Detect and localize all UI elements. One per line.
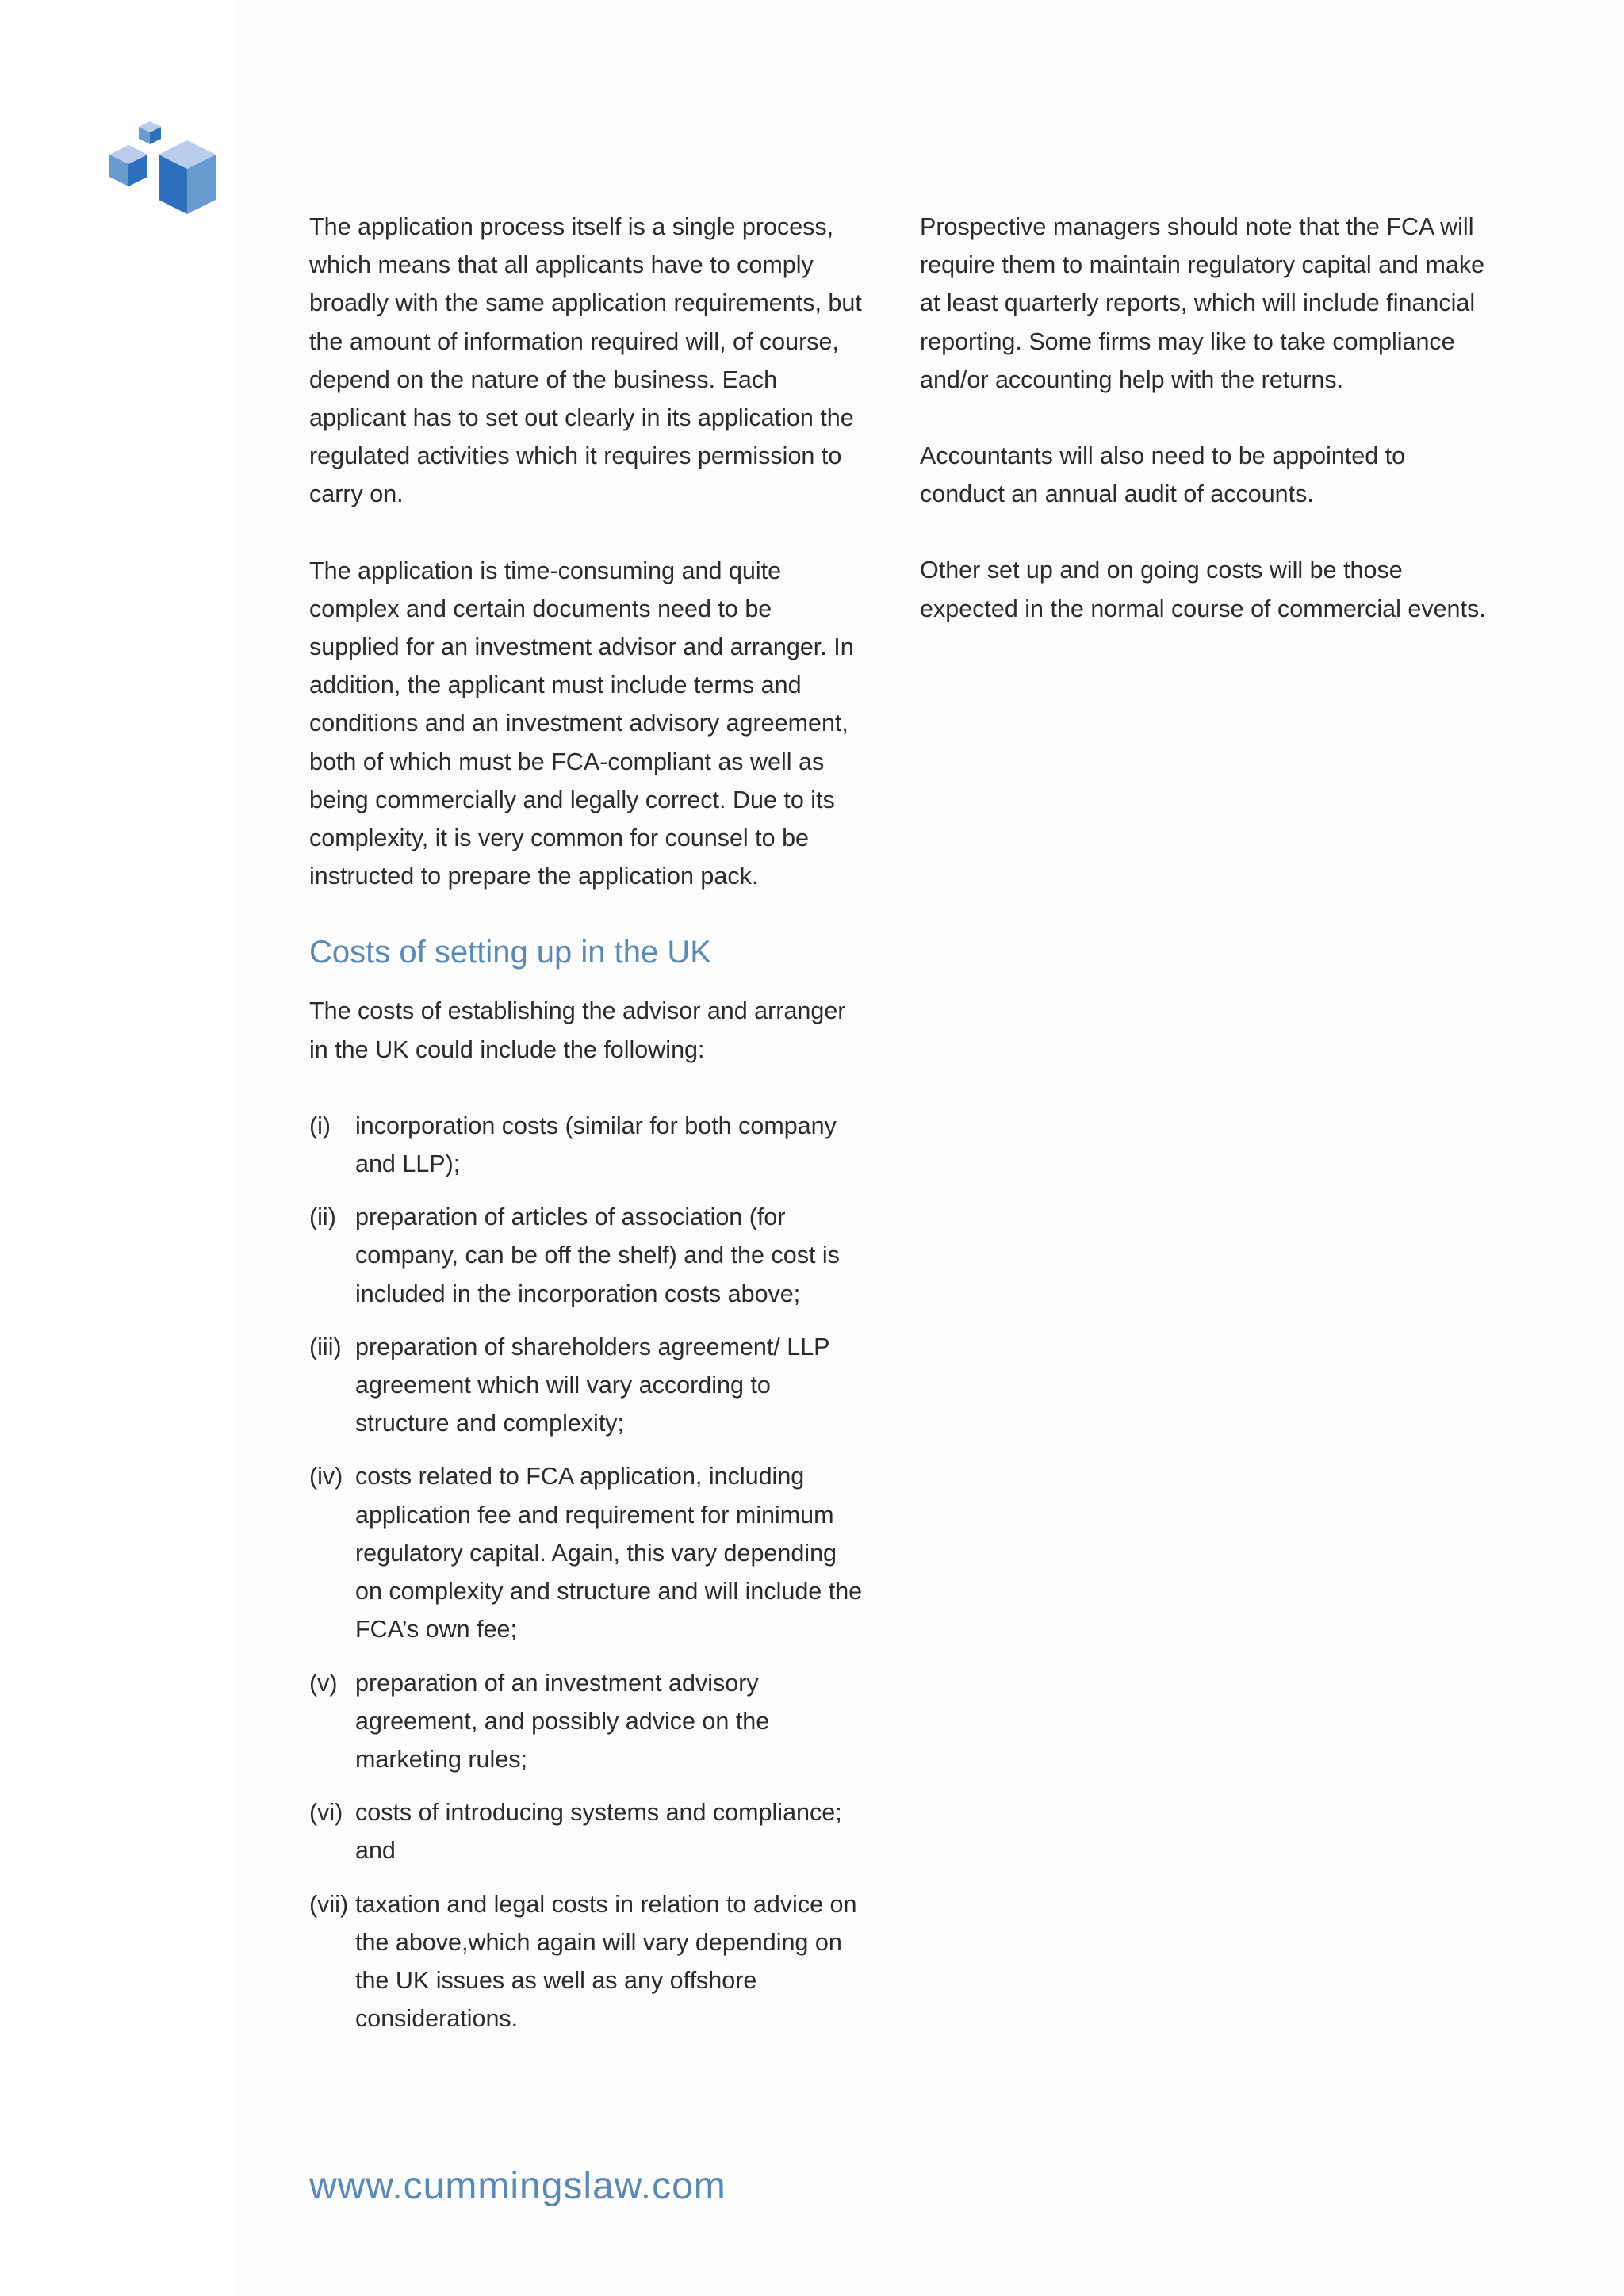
list-item-number: (vii) <box>309 1890 349 1918</box>
right-column <box>920 208 1491 666</box>
body-paragraph: The application is time-consuming and quite complex and certain documents need to be supplied for an investment advisor and arranger. In addition, the applicant must include terms and conditions and an investment advisory agreement, both of which must be FCA-compliant as well as being commercially and legally correct. Due to its complexity, it is very common for counsel to be instructed to prepare the application pack. <box>309 557 854 890</box>
list-item <box>309 1664 864 1779</box>
list-item-text: taxation and legal costs in relation to advice on the above,which again will vary depending on the UK issues as well as any offshore considerations. <box>355 1890 857 2033</box>
list-item-text: preparation of articles of association (for company, can be off the shelf) and the cost is included in the incorporation costs above; <box>355 1203 840 1307</box>
list-item <box>309 1793 864 1869</box>
list-item-text: preparation of shareholders agreement/ LLP agreement which will vary according to structure and complexity; <box>355 1333 829 1437</box>
body-paragraph: Other set up and on going costs will be those expected in the normal course of commercial events. <box>920 557 1486 622</box>
left-column <box>309 208 864 2053</box>
list-item-number: (vi) <box>309 1799 343 1827</box>
cubes-logo-icon <box>103 119 230 222</box>
list-item-number: (iii) <box>309 1333 342 1360</box>
list-item-number: (i) <box>309 1112 331 1139</box>
list-item <box>309 1885 864 2038</box>
cost-list <box>309 1107 864 2038</box>
list-item-text: incorporation costs (similar for both company and LLP); <box>355 1112 837 1178</box>
body-paragraph: Accountants will also need to be appointed to conduct an annual audit of accounts. <box>920 442 1406 508</box>
list-item-number: (iv) <box>309 1463 343 1490</box>
section-heading: Costs of setting up in the UK <box>309 935 711 970</box>
list-item-number: (ii) <box>309 1203 336 1231</box>
list-item <box>309 1107 864 1183</box>
list-item <box>309 1457 864 1648</box>
list-item <box>309 1328 864 1443</box>
list-intro: The costs of establishing the advisor and arranger in the UK could include the following: <box>309 997 846 1063</box>
list-item-text: preparation of an investment advisory agreement, and possibly advice on the marketing rules; <box>355 1669 770 1773</box>
body-paragraph: The application process itself is a single process, which means that all applicants have to comply broadly with the same application requirements, but the amount of information required will, of course, depend on the nature of the business. Each applicant has to set out clearly in its application the regulated activities which it requires permission to carry on. <box>309 213 862 508</box>
list-item-text: costs related to FCA application, including application fee and requirement for minimum regulatory capital. Again, this vary depending on complexity and structure and will include the FCA’s own fee; <box>355 1463 863 1644</box>
list-item-number: (v) <box>309 1669 338 1697</box>
body-paragraph: Prospective managers should note that the FCA will require them to maintain regulatory capital and make at least quarterly reports, which will include financial reporting. Some firms may like to take compliance and/or accounting help with the returns. <box>920 213 1485 393</box>
footer-website-link[interactable]: www.cummingslaw.com <box>309 2165 726 2207</box>
list-item-text: costs of introducing systems and compliance; and <box>355 1799 842 1865</box>
list-item <box>309 1198 864 1313</box>
